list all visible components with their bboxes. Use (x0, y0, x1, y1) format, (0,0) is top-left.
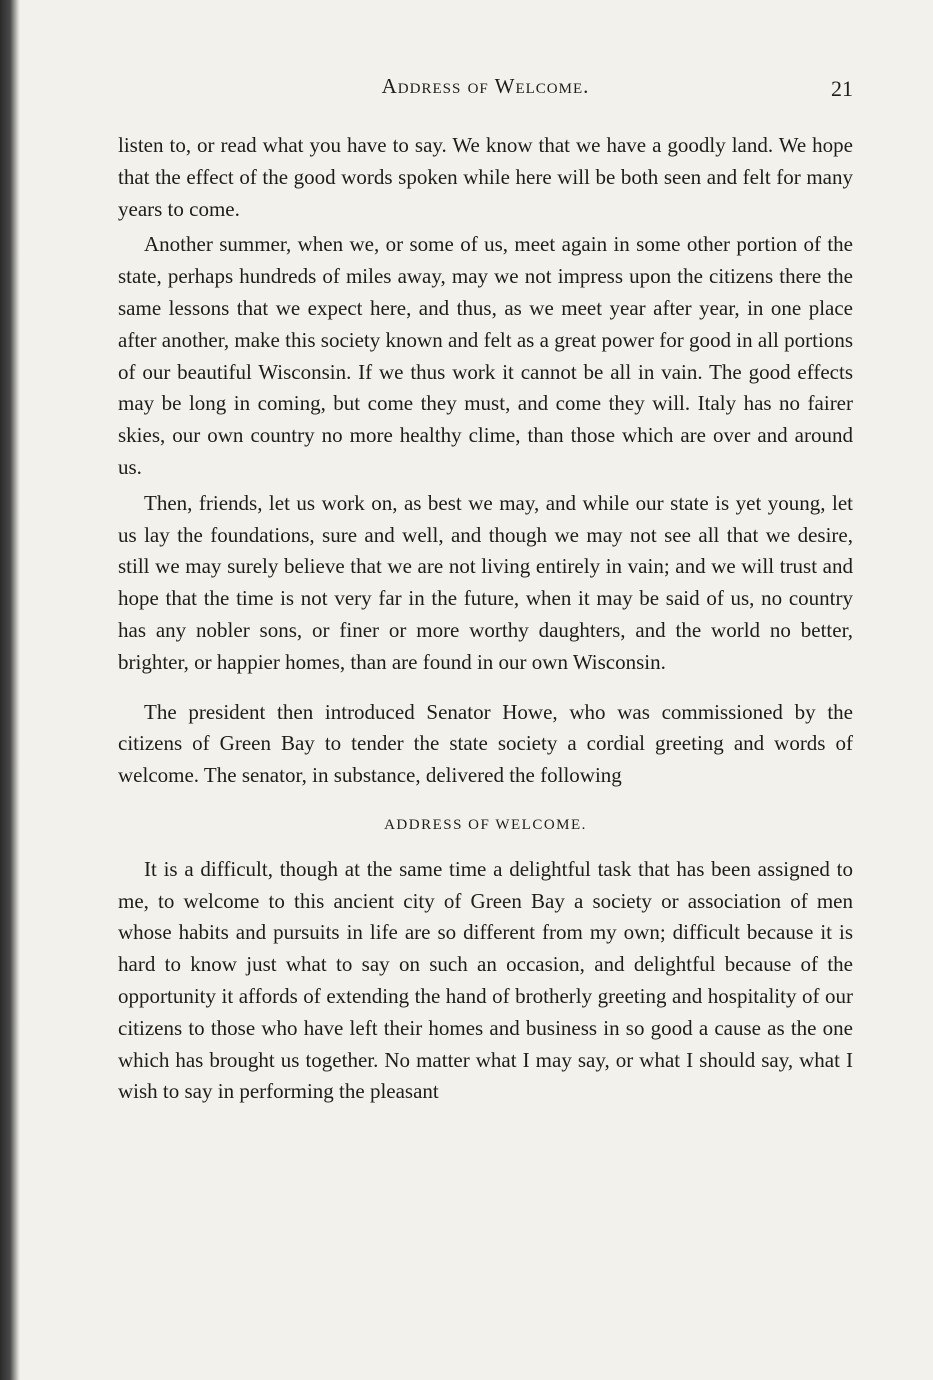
book-page (118, 70, 853, 1340)
binding-edge (0, 0, 20, 1380)
running-head (118, 70, 853, 108)
section-heading: ADDRESS OF WELCOME. (384, 816, 587, 833)
paragraph-introduction: The president then introduced Senator Howe, who was commissioned by the citizens of Green Bay to tender the state society a cordial greeting and words of welcome. The senator, in substance, delivered the following (118, 699, 853, 788)
body-text (118, 130, 853, 1108)
paragraph-another-summer: Another summer, when we, or some of us, meet again in some other portion of the state, perhaps hundreds of miles away, may we not impress upon the citizens there the same lessons that we expect here, and thus, as we meet year after year, in one place after another, make this society known and felt as a great power for good in all portions of our beautiful Wisconsin. If we thus work it cannot be all in vain. The good effects may be long in coming, but come they must, and come they will. Italy has no fairer skies, our own country no more healthy clime, than those which are over and around us. (118, 232, 853, 479)
paragraph-continued: listen to, or read what you have to say. We know that we have a goodly land. We hope that the effect of the good words spoken while here will be both seen and felt for many years to come. (118, 133, 853, 221)
page-number: 21 (831, 76, 853, 101)
running-title: Address of Welcome. (381, 74, 590, 98)
paragraph-then-friends: Then, friends, let us work on, as best we may, and while our state is yet young, let us lay the foundations, sure and well, and though we may not see all that we desire, still we may surely believe that we are not living entirely in vain; and we will trust and hope that the time is not very far in the future, when it may be said of us, no country has any nobler sons, or finer or more worthy daughters, and the world no better, brighter, or happier homes, than are found in our own Wisconsin. (118, 490, 853, 674)
paragraph-address: It is a difficult, though at the same time a delightful task that has been assigned to me, to welcome to this ancient city of Green Bay a society or association of men whose habits and pursuits in life are so different from my own; difficult because it is hard to know just what to say on such an occasion, and delightful because of the opportunity it affords of extending the hand of brotherly greeting and hospitality of our citizens to those who have left their homes and business in so good a cause as the one which has brought us together. No matter what I may say, or what I should say, what I wish to say in performing the pleasant (118, 856, 853, 1104)
